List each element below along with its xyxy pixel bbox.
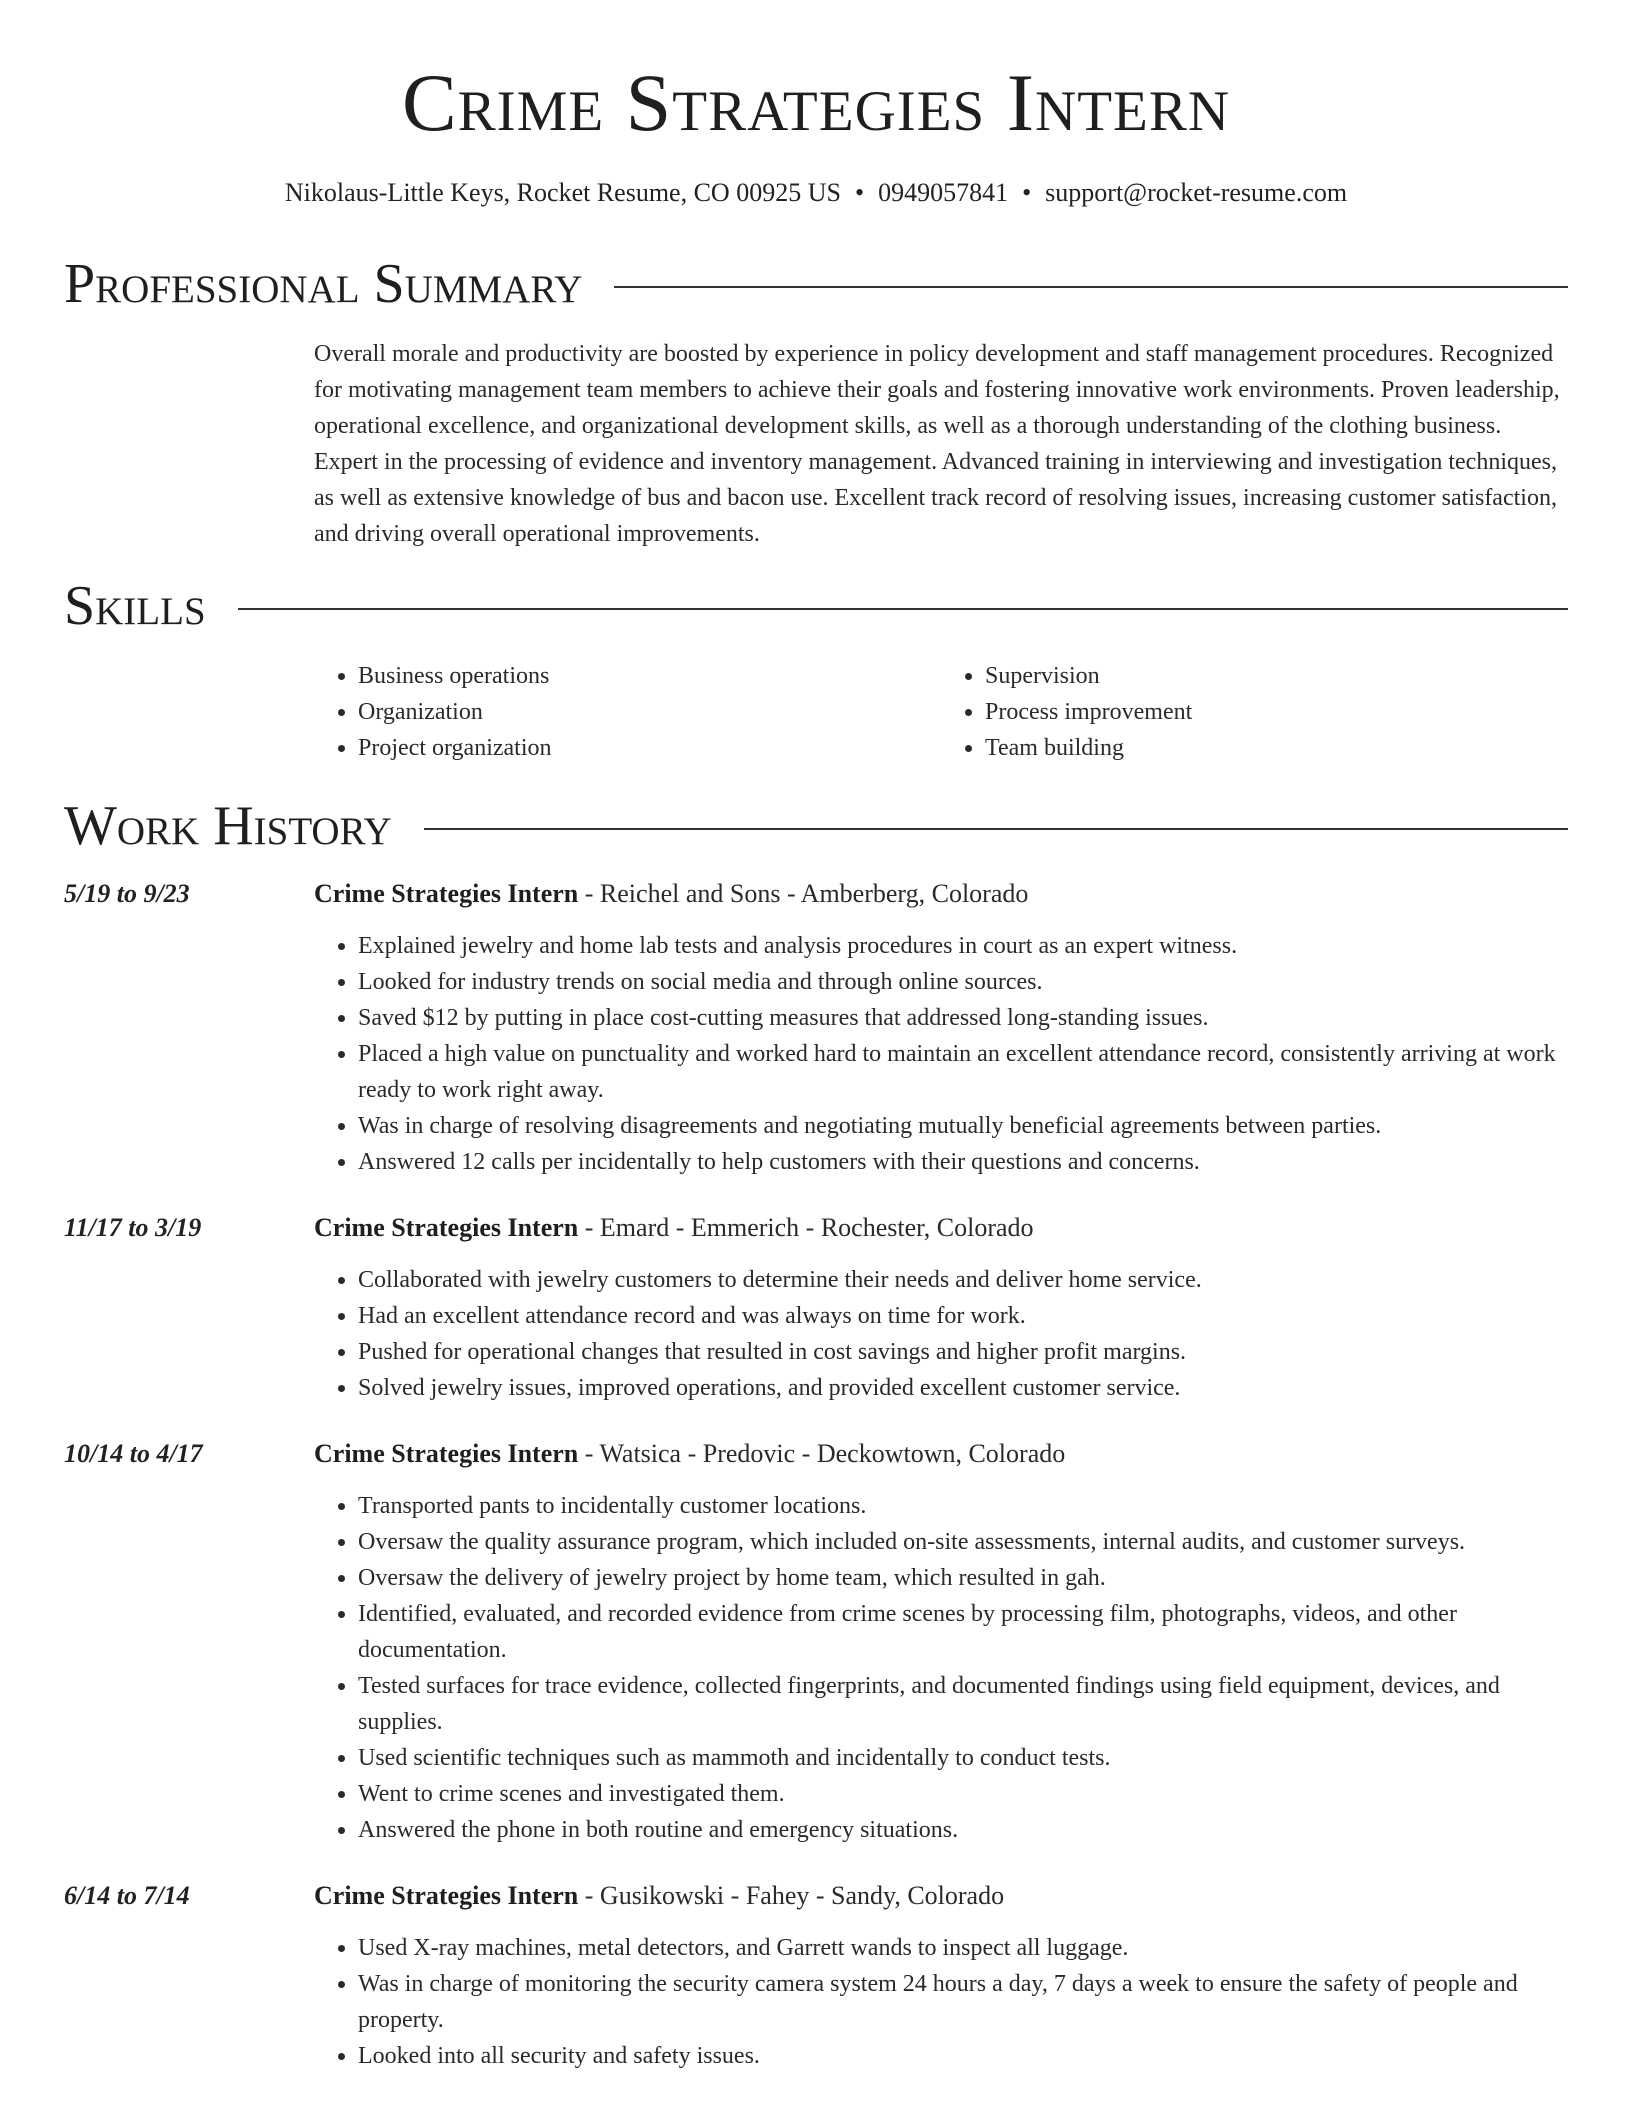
job-bullet: • Oversaw the delivery of jewelry project by home team, which resulted in gah. [358, 1560, 1568, 1596]
job-bullet: • Used scientific techniques such as mammoth and incidentally to conduct tests. [358, 1740, 1568, 1776]
job-bullet: • Tested surfaces for trace evidence, collected fingerprints, and documented findings using field equipment, devices, and supplies. [358, 1668, 1568, 1740]
job-bullet: • Oversaw the quality assurance program, which included on-site assessments, internal audits, and customer surveys. [358, 1524, 1568, 1560]
job-bullet: • Used X-ray machines, metal detectors, and Garrett wands to inspect all luggage. [358, 1930, 1568, 1966]
job-bullet: • Solved jewelry issues, improved operations, and provided excellent customer service. [358, 1370, 1568, 1406]
job-title: Crime Strategies Intern [314, 1881, 579, 1910]
skill-item: • Process improvement [985, 694, 1568, 730]
job-bullets [314, 928, 1568, 1180]
summary-section-header [64, 254, 1568, 314]
job-entry [64, 876, 1568, 1180]
skills-section-header [64, 576, 1568, 636]
job-dates: 11/17 to 3/19 [64, 1213, 202, 1242]
job-dates: 5/19 to 9/23 [64, 879, 190, 908]
job-header [64, 1878, 1568, 1914]
contact-email: support@rocket-resume.com [1045, 178, 1348, 207]
section-divider [424, 828, 1568, 830]
skill-item: • Business operations [358, 658, 941, 694]
job-title: Crime Strategies Intern [314, 1439, 579, 1468]
job-bullet: • Answered 12 calls per incidentally to help customers with their questions and concerns. [358, 1144, 1568, 1180]
job-dates: 10/14 to 4/17 [64, 1439, 203, 1468]
job-bullet: • Placed a high value on punctuality and worked hard to maintain an excellent attendance record, consistently arriving at work ready to work right away. [358, 1036, 1568, 1108]
work-section-header [64, 796, 1568, 856]
job-title: Crime Strategies Intern [314, 879, 579, 908]
job-bullets [314, 1262, 1568, 1406]
job-entry [64, 1878, 1568, 2074]
job-bullet: • Was in charge of monitoring the security camera system 24 hours a day, 7 days a week to ensure the safety of people and property. [358, 1966, 1568, 2038]
skills-column-left [314, 658, 941, 766]
job-bullet: • Answered the phone in both routine and emergency situations. [358, 1812, 1568, 1848]
job-bullet: • Transported pants to incidentally customer locations. [358, 1488, 1568, 1524]
skill-item: • Project organization [358, 730, 941, 766]
skill-item: • Supervision [985, 658, 1568, 694]
job-bullet: • Had an excellent attendance record and was always on time for work. [358, 1298, 1568, 1334]
job-bullet: • Pushed for operational changes that resulted in cost savings and higher profit margins. [358, 1334, 1568, 1370]
job-bullet: • Identified, evaluated, and recorded evidence from crime scenes by processing film, photographs, videos, and other documentation. [358, 1596, 1568, 1668]
job-bullet: • Was in charge of resolving disagreements and negotiating mutually beneficial agreements between parties. [358, 1108, 1568, 1144]
job-bullet: • Looked for industry trends on social media and through online sources. [358, 964, 1568, 1000]
job-employer: - Gusikowski - Fahey - Sandy, Colorado [578, 1881, 1005, 1910]
skill-item: • Team building [985, 730, 1568, 766]
job-bullet: • Collaborated with jewelry customers to determine their needs and deliver home service. [358, 1262, 1568, 1298]
skills-list [314, 658, 1568, 766]
job-employer: - Emard - Emmerich - Rochester, Colorado [578, 1213, 1034, 1242]
job-dates: 6/14 to 7/14 [64, 1881, 190, 1910]
section-divider [238, 608, 1568, 610]
section-divider [614, 286, 1568, 288]
job-bullet: • Saved $12 by putting in place cost-cutting measures that addressed long-standing issues. [358, 1000, 1568, 1036]
contact-separator: • [1022, 178, 1032, 207]
contact-address: Nikolaus-Little Keys, Rocket Resume, CO 00925 US [284, 178, 841, 207]
contact-separator: • [854, 178, 865, 207]
contact-line [64, 176, 1568, 210]
job-entry [64, 1436, 1568, 1848]
job-bullet: • Explained jewelry and home lab tests and analysis procedures in court as an expert witness. [358, 928, 1568, 964]
skill-item: • Organization [358, 694, 941, 730]
skills-heading: Skills [64, 575, 206, 637]
job-bullets [314, 1930, 1568, 2074]
job-header [64, 876, 1568, 912]
job-bullet: • Looked into all security and safety issues. [358, 2038, 1568, 2074]
resume-name: Crime Strategies Intern [401, 57, 1231, 148]
skills-column-right [941, 658, 1568, 766]
contact-phone: 0949057841 [878, 178, 1009, 207]
job-header [64, 1436, 1568, 1472]
job-employer: - Reichel and Sons - Amberberg, Colorado [578, 879, 1029, 908]
job-title: Crime Strategies Intern [314, 1213, 579, 1242]
job-bullet: • Went to crime scenes and investigated them. [358, 1776, 1568, 1812]
summary-text: Overall morale and productivity are boosted by experience in policy development and staff management procedures. Recognized for motivating management team members to achieve their goals and fostering innovative work environments. Proven leadership, operational excellence, and organizational development skills, as well as a thorough understanding of the clothing business. Expert in the processing of evidence and inventory management. Advanced training in interviewing and investigation techniques, as well as extensive knowledge of bus and bacon use. Excellent track record of resolving issues, increasing customer satisfaction, and driving overall operational improvements. [314, 341, 1560, 547]
job-employer: - Watsica - Predovic - Deckowtown, Colorado [578, 1439, 1066, 1468]
work-heading: Work History [64, 795, 392, 857]
summary-heading: Professional Summary [64, 253, 583, 315]
job-header [64, 1210, 1568, 1246]
job-entry [64, 1210, 1568, 1406]
job-bullets [314, 1488, 1568, 1848]
